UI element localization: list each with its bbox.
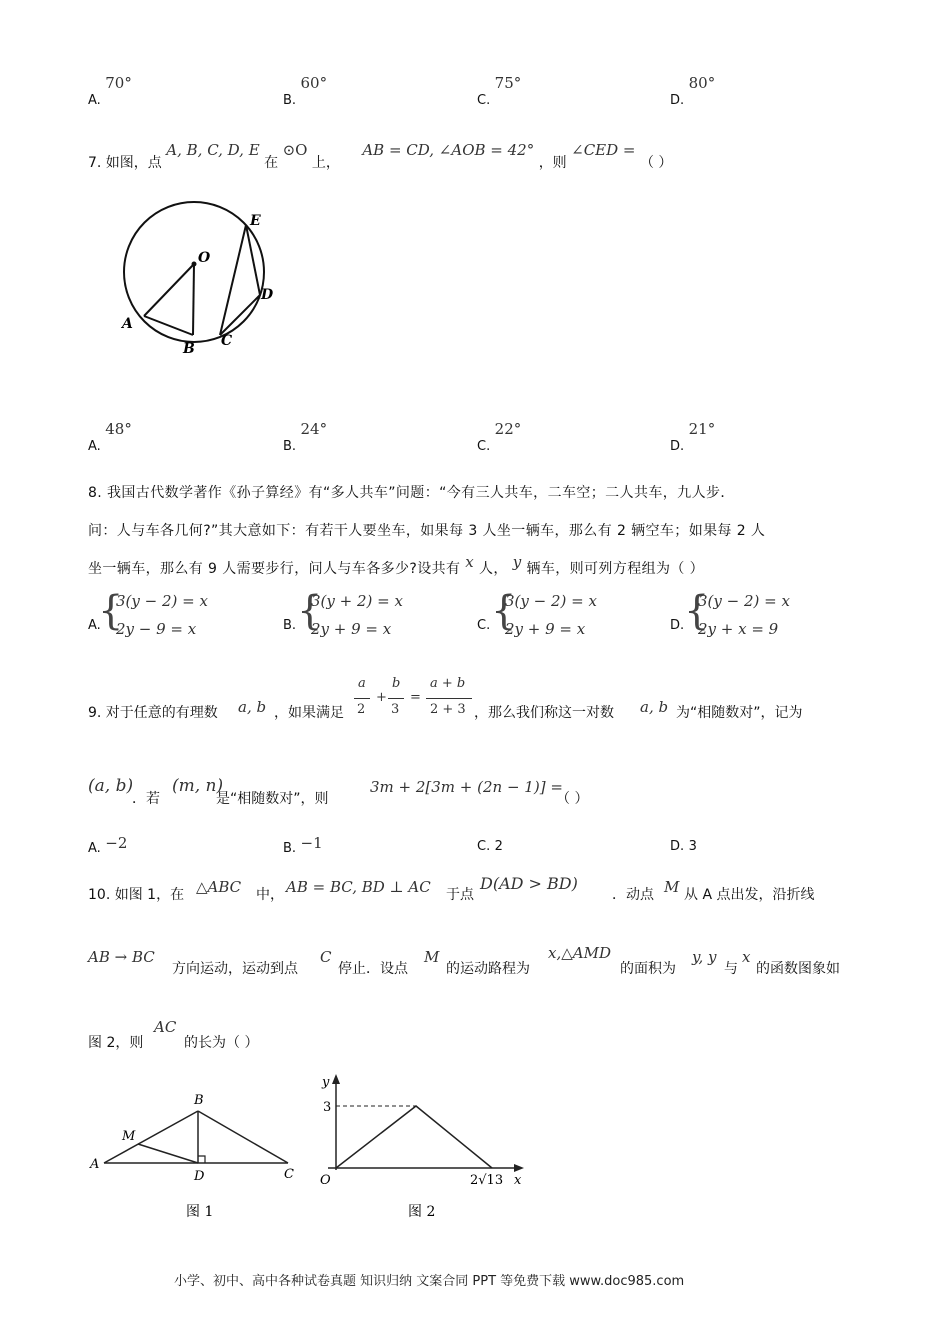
label-origin: O — [320, 1173, 331, 1188]
fraction-bar — [354, 698, 370, 699]
q6-option-a: A. 70° — [88, 74, 132, 108]
q9-option-c: C. 2 — [477, 839, 503, 854]
label-y: y — [322, 1075, 330, 1090]
q8-line2: 问：人与车各几何?”其大意如下：有若干人要坐车，如果每 3 人坐一辆车，那么有 2 辆空车；如果每 2 人 — [88, 523, 766, 539]
segment-ab — [144, 316, 193, 335]
label-b: B — [183, 341, 195, 357]
q7-option-b: B. 24° — [283, 420, 328, 454]
caption-fig2: 图 2 — [408, 1204, 436, 1220]
q9-option-d: D. 3 — [670, 839, 697, 854]
label-d: D — [194, 1169, 205, 1184]
x-axis-arrow — [514, 1164, 524, 1172]
brace: { — [98, 588, 124, 634]
label-b: B — [194, 1093, 204, 1108]
fraction-bar — [388, 698, 404, 699]
brace: { — [491, 588, 517, 634]
y-axis-arrow — [332, 1074, 340, 1084]
fraction-bar — [426, 698, 472, 699]
segment-oa — [144, 264, 194, 316]
segment-ab — [104, 1111, 198, 1163]
page-footer: 小学、初中、高中各种试卷真题 知识归纳 文案合同 PPT 等免费下载 www.doc985.com — [174, 1274, 685, 1289]
right-angle-mark — [198, 1156, 205, 1163]
q7-option-d: D. 21° — [670, 420, 716, 454]
function-graph — [336, 1106, 492, 1168]
q8-line1: 8. 我国古代数学著作《孙子算经》有“多人共车”问题：“今有三人共车，二车空；二人共车，九人步． — [88, 485, 735, 501]
segment-ob — [193, 264, 194, 335]
segment-md — [138, 1144, 198, 1163]
segment-cd — [220, 295, 260, 335]
q7-option-a: A. 48° — [88, 420, 132, 454]
segment-ec — [220, 225, 246, 335]
caption-fig1: 图 1 — [186, 1204, 214, 1220]
label-three: 3 — [323, 1100, 332, 1115]
q6-option-b: B. 60° — [283, 74, 328, 108]
label-c: C — [284, 1167, 294, 1182]
q9-option-b: B. −1 — [283, 834, 323, 856]
q9-option-a: A. −2 — [88, 834, 128, 856]
q7-option-c: C. 22° — [477, 420, 522, 454]
label-c: C — [221, 333, 233, 349]
q10-figure2 — [310, 1070, 540, 1230]
q7-circle-figure — [110, 200, 280, 360]
label-xend: 2√13 — [470, 1173, 504, 1188]
q6-option-d: D. 80° — [670, 74, 716, 108]
label-a: A — [90, 1157, 100, 1172]
q10-figure1 — [88, 1086, 308, 1226]
segment-bc — [198, 1111, 288, 1163]
label-d: D — [261, 287, 274, 303]
brace: { — [297, 588, 323, 634]
label-e: E — [250, 213, 261, 229]
brace: { — [684, 588, 710, 634]
q7-stem: 7. 如图，点 A, B, C, D, E 在 ⊙O 上， AB = CD, ∠AOB = 42° ，则 ∠CED = （ ） — [88, 141, 673, 171]
label-o: O — [198, 250, 211, 266]
q6-option-c: C. 75° — [477, 74, 522, 108]
label-a: A — [122, 316, 133, 332]
q8-line3: 坐一辆车，那么有 9 人需要步行，问人与车各多少?设共有 x 人， y 辆车，则可列方程组为（ ） — [88, 553, 705, 577]
label-x: x — [514, 1173, 522, 1188]
label-m: M — [122, 1129, 136, 1144]
